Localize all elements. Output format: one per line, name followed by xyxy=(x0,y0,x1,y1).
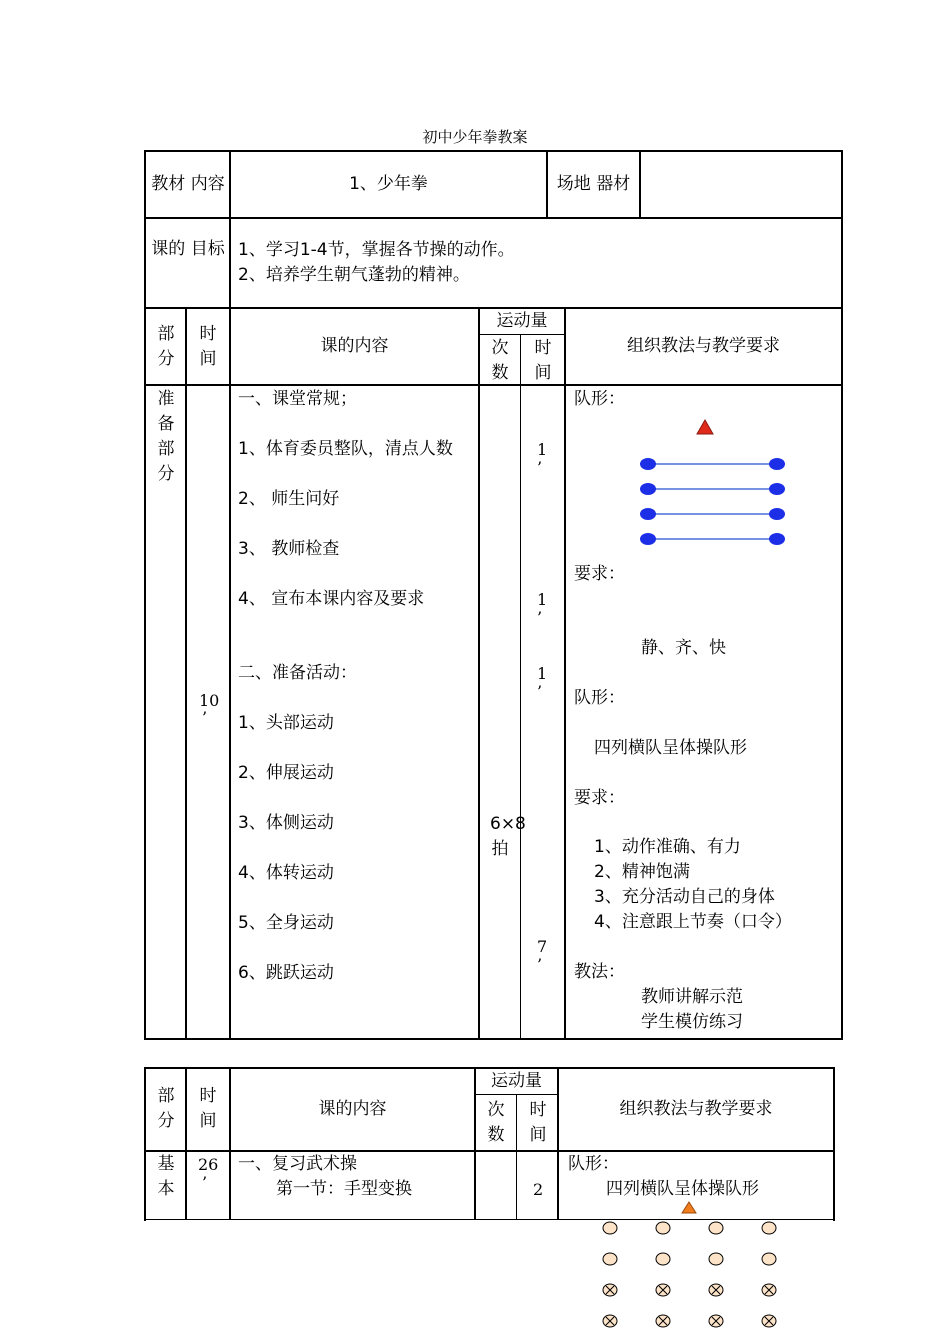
method-header-text: 组织教法与教学要求 xyxy=(627,336,780,356)
load-time-mark: ’ xyxy=(537,608,543,627)
student-row xyxy=(603,1222,776,1234)
student-dot xyxy=(769,508,785,520)
student-row xyxy=(640,508,785,520)
load-time-mark: ’ xyxy=(537,955,543,974)
student-row xyxy=(640,458,785,470)
time-header: 时间 xyxy=(199,324,217,369)
load-header xyxy=(476,1069,557,1094)
requirement-label: 要求： xyxy=(574,788,625,808)
student-cross-icon xyxy=(709,1284,723,1296)
student-dot xyxy=(640,533,656,545)
venue-value xyxy=(641,152,841,216)
requirement-item: 1、动作准确、有力 xyxy=(594,837,741,857)
student-dot xyxy=(640,483,656,495)
student-cross-icon xyxy=(603,1315,617,1327)
section-part: 准备部分 xyxy=(157,389,175,484)
student-circle xyxy=(603,1222,617,1234)
student-circle xyxy=(603,1253,617,1265)
student-cross-icon xyxy=(656,1315,670,1327)
section-part: 基本 xyxy=(157,1154,175,1199)
student-cross-icon xyxy=(709,1315,723,1327)
requirement-item: 3、充分活动自己的身体 xyxy=(594,887,775,907)
student-dot xyxy=(769,533,785,545)
content-item: 第一节：手型变换 xyxy=(276,1179,412,1199)
load-time-mark: ’ xyxy=(537,458,543,477)
requirement-item: 4、注意跟上节奏（口令） xyxy=(594,912,792,932)
divider xyxy=(185,307,187,1040)
load-time-header: 时间 xyxy=(534,338,552,383)
requirement-item: 2、精神饱满 xyxy=(594,862,690,882)
content-header-text: 课的内容 xyxy=(320,336,389,356)
content-item: 6、跳跃运动 xyxy=(238,963,334,983)
part-header: 部分 xyxy=(157,324,175,369)
teaching-item: 学生模仿练习 xyxy=(641,1012,743,1032)
student-cross-icon xyxy=(762,1284,776,1296)
document-title: 初中少年拳教案 xyxy=(422,128,528,146)
content-item: 一、复习武术操 xyxy=(238,1154,357,1174)
load-header-text: 运动量 xyxy=(491,1071,542,1091)
divider xyxy=(144,217,843,219)
student-circle xyxy=(762,1222,776,1234)
student-circle xyxy=(709,1253,723,1265)
student-dot xyxy=(640,458,656,470)
load-time-mark: ’ xyxy=(537,682,543,701)
formation-label: 队形： xyxy=(574,688,625,708)
content-header-text: 课的内容 xyxy=(318,1099,387,1119)
student-dot xyxy=(769,483,785,495)
formation-value: 四列横队呈体操队形 xyxy=(594,738,747,758)
student-cross-icon xyxy=(762,1315,776,1327)
student-circle xyxy=(709,1222,723,1234)
teacher-triangle-icon xyxy=(682,1202,696,1213)
formation-value: 四列横队呈体操队形 xyxy=(606,1179,759,1199)
load-header-text: 运动量 xyxy=(496,311,548,331)
student-dot xyxy=(769,458,785,470)
load-time-header: 时间 xyxy=(529,1100,547,1145)
content-item: 3、体侧运动 xyxy=(238,813,334,833)
load-time-value: 2 xyxy=(533,1180,544,1199)
content-item: 4、 宣布本课内容及要求 xyxy=(238,589,425,609)
student-row-crossed xyxy=(603,1284,776,1296)
teacher-triangle-icon xyxy=(697,420,713,434)
divider xyxy=(516,1094,517,1220)
content-item: 3、 教师检查 xyxy=(238,539,340,559)
content-item: 1、体育委员整队，清点人数 xyxy=(238,439,453,459)
student-row xyxy=(640,533,785,545)
student-cross-icon xyxy=(656,1284,670,1296)
formation-label: 队形： xyxy=(568,1154,619,1174)
section-time: 10 xyxy=(199,691,220,710)
section-time-mark: ’ xyxy=(202,708,208,727)
goal-label xyxy=(148,219,228,307)
requirement-value: 静、齐、快 xyxy=(641,638,726,658)
student-circle xyxy=(656,1222,670,1234)
formation-diagram xyxy=(630,412,800,552)
part-header: 部分 xyxy=(157,1086,175,1131)
teaching-label: 教法： xyxy=(574,962,625,982)
formation-label: 队形： xyxy=(574,389,625,409)
divider xyxy=(229,307,231,1040)
count-header: 次数 xyxy=(487,1100,505,1145)
time-header: 时间 xyxy=(199,1086,217,1131)
student-cross-icon xyxy=(603,1284,617,1296)
content-header xyxy=(231,1069,474,1150)
method-header xyxy=(559,1069,833,1150)
content-item: 2、 师生问好 xyxy=(238,489,340,509)
load-time-value: 1 xyxy=(537,590,548,609)
section-time: 26 xyxy=(198,1155,219,1174)
content-item: 1、头部运动 xyxy=(238,713,334,733)
divider xyxy=(478,307,480,1040)
section-time-mark: ’ xyxy=(202,1173,208,1192)
method-header-text: 组织教法与教学要求 xyxy=(619,1099,773,1119)
student-circle xyxy=(762,1253,776,1265)
divider xyxy=(185,1067,187,1220)
content-item: 4、体转运动 xyxy=(238,863,334,883)
material-label-text: 教材 内容 xyxy=(151,173,225,194)
material-value xyxy=(231,152,546,216)
venue-label xyxy=(548,152,639,216)
load-time-value: 1 xyxy=(537,664,548,683)
divider xyxy=(479,334,565,335)
content-item: 一、课堂常规； xyxy=(238,389,357,409)
count-value: 6×8拍 xyxy=(490,814,526,859)
load-header xyxy=(480,309,564,334)
student-row-crossed xyxy=(603,1315,776,1327)
student-row xyxy=(640,483,785,495)
method-header xyxy=(566,309,841,384)
divider xyxy=(564,307,566,1040)
formation-diagram-2 xyxy=(595,1198,785,1338)
student-dot xyxy=(640,508,656,520)
content-item: 2、伸展运动 xyxy=(238,763,334,783)
load-time-value: 7 xyxy=(537,937,548,956)
student-row xyxy=(603,1253,776,1265)
content-item: 5、全身运动 xyxy=(238,913,334,933)
goal-label-text: 课的 目标 xyxy=(151,239,225,259)
load-time-value: 1 xyxy=(537,440,548,459)
goal-item: 1、学习1-4节，掌握各节操的动作。 xyxy=(238,240,515,260)
teaching-item: 教师讲解示范 xyxy=(641,987,743,1007)
venue-label-text: 场地 器材 xyxy=(556,173,631,194)
requirement-label: 要求： xyxy=(574,564,625,584)
content-header xyxy=(231,309,478,384)
material-label xyxy=(148,152,228,216)
material-value-text: 1、少年拳 xyxy=(349,173,428,194)
count-header: 次数 xyxy=(491,338,509,383)
student-circle xyxy=(656,1253,670,1265)
divider xyxy=(520,334,521,1040)
content-item: 二、准备活动： xyxy=(238,663,357,683)
goal-item: 2、培养学生朝气蓬勃的精神。 xyxy=(238,265,470,285)
